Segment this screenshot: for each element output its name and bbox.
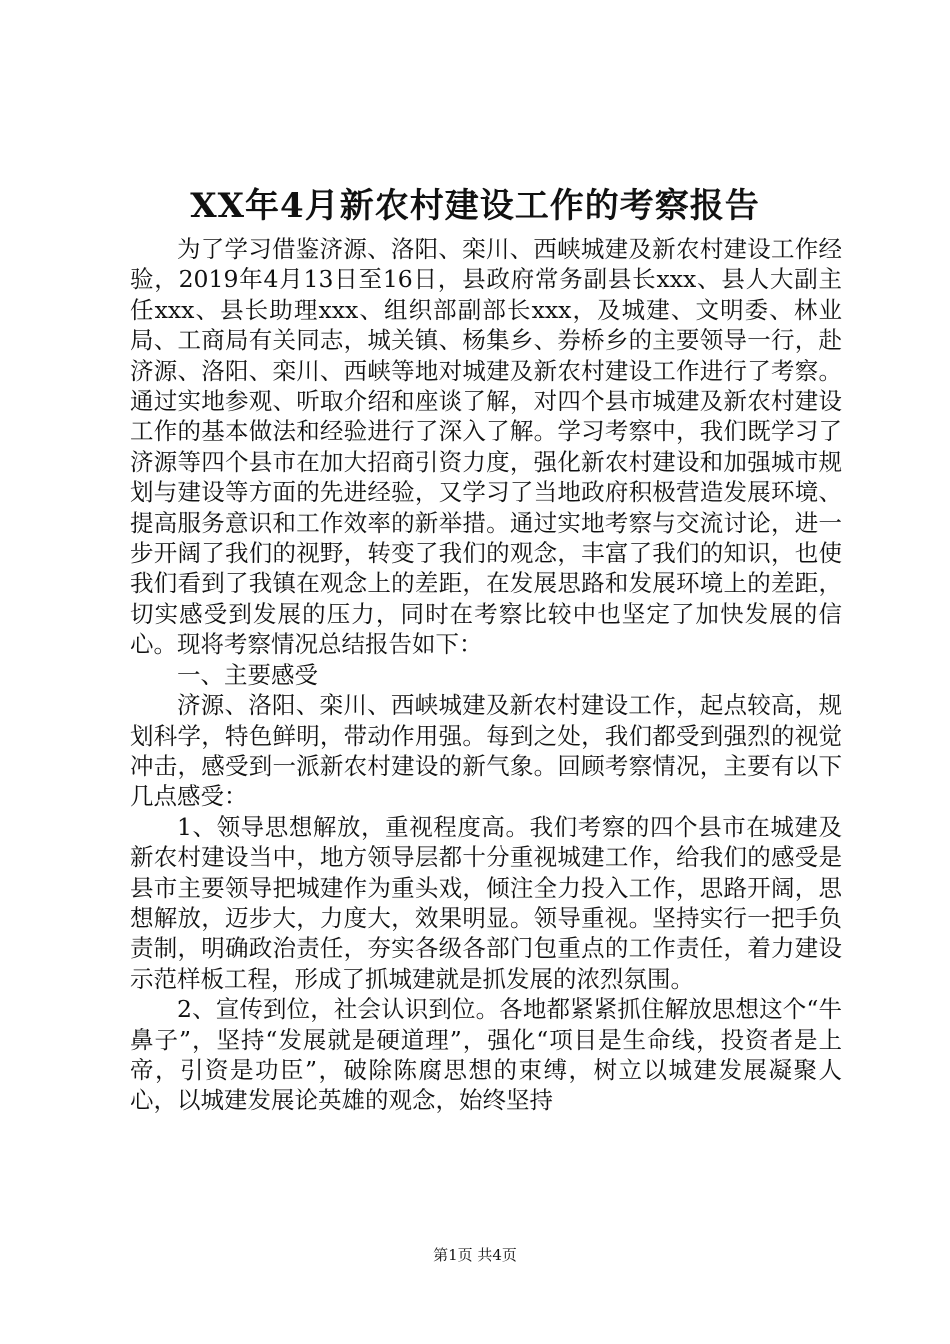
paragraph-point-2: 2、宣传到位，社会认识到位。各地都紧紧抓住解放思想这个“牛鼻子”，坚持“发展就是硬道理”，强化“项目是生命线，投资者是上帝，引资是功臣”，破除陈腐思想的束缚，树立以城建发展凝聚人心，以城建发展论英雄的观念，始终坚持 <box>130 995 842 1115</box>
paragraph-intro: 为了学习借鉴济源、洛阳、栾川、西峡城建及新农村建设工作经验，2019年4月13日至16日，县政府常务副县长xxx、县人大副主任xxx、县长助理xxx、组织部副部长xxx，及城建、文明委、林业局、工商局有关同志，城关镇、杨集乡、券桥乡的主要领导一行，赴济源、洛阳、栾川、西峡等地对城建及新农村建设工作进行了考察。通过实地参观、听取介绍和座谈了解，对四个县市城建及新农村建设工作的基本做法和经验进行了深入了解。学习考察中，我们既学习了济源等四个县市在加大招商引资力度，强化新农村建设和加强城市规划与建设等方面的先进经验，又学习了当地政府积极营造发展环境、提高服务意识和工作效率的新举措。通过实地考察与交流讨论，进一步开阔了我们的视野，转变了我们的观念，丰富了我们的知识，也使我们看到了我镇在观念上的差距，在发展思路和发展环境上的差距，切实感受到发展的压力，同时在考察比较中也坚定了加快发展的信心。现将考察情况总结报告如下： <box>130 235 842 659</box>
document-body <box>130 234 842 1116</box>
paragraph-overview: 济源、洛阳、栾川、西峡城建及新农村建设工作，起点较高，规划科学，特色鲜明，带动作用强。每到之处，我们都受到强烈的视觉冲击，感受到一派新农村建设的新气象。回顾考察情况，主要有以下几点感受： <box>130 691 842 811</box>
document-title: XX年4月新农村建设工作的考察报告 <box>190 186 760 226</box>
paragraph-point-1: 1、领导思想解放，重视程度高。我们考察的四个县市在城建及新农村建设当中，地方领导层都十分重视城建工作，给我们的感受是县市主要领导把城建作为重头戏，倾注全力投入工作，思路开阔，思想解放，迈步大，力度大，效果明显。领导重视。坚持实行一把手负责制，明确政治责任，夯实各级各部门包重点的工作责任，着力建设示范样板工程，形成了抓城建就是抓发展的浓烈氛围。 <box>130 812 842 993</box>
page-footer: 第1页 共4页 <box>433 1246 517 1264</box>
section-heading-main-impressions: 一、主要感受 <box>177 660 318 689</box>
